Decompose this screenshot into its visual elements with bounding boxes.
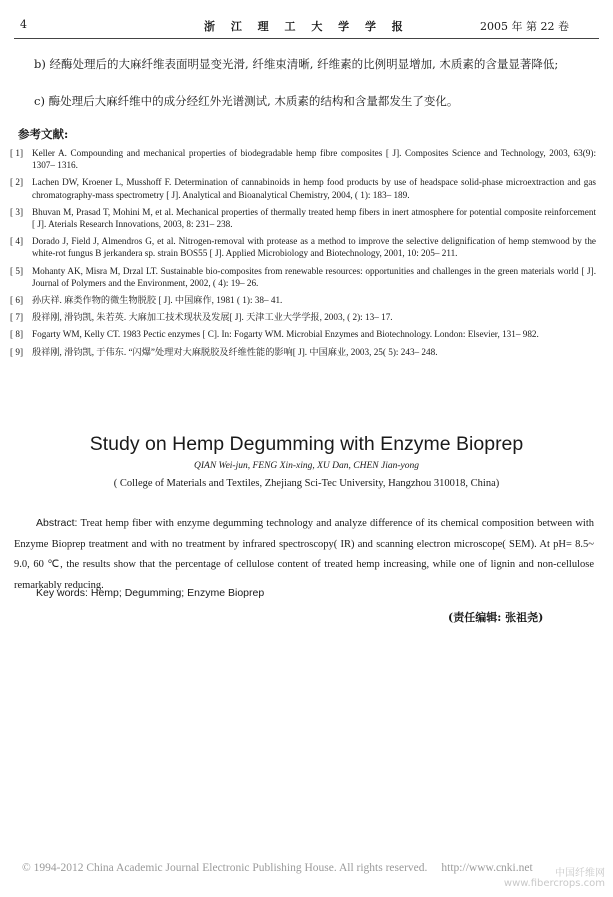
reference-item bbox=[10, 265, 596, 289]
reference-text: 殷祥刚, 滑钧凯, 于伟东. “闪爆”处理对大麻脱胶及纤维性能的影响[ J]. 中国麻业, 2003, 25( 5): 243– 248. bbox=[32, 346, 438, 357]
watermark-url: www.fibercrops.com bbox=[503, 878, 605, 889]
running-header bbox=[0, 0, 613, 44]
reference-item bbox=[10, 328, 596, 340]
reference-item bbox=[10, 206, 596, 230]
reference-text: Mohanty AK, Misra M, Drzal LT. Sustainable bio-composites from renewable resources: opportunities and challenges in the green materials world [ J]. Journal of Polymers and the Environment, 2002, ( 4): 19– 26. bbox=[32, 265, 596, 288]
reference-item bbox=[10, 147, 596, 171]
reference-text: Fogarty WM, Kelly CT. 1983 Pectic enzymes [ C]. In: Fogarty WM. Microbial Enzymes and Biotechnology. London: Elsevier, 131– 982. bbox=[32, 329, 539, 340]
reference-item bbox=[10, 235, 596, 259]
english-title: Study on Hemp Degumming with Enzyme Bioprep bbox=[89, 433, 524, 455]
reference-number: [ 6] bbox=[10, 295, 24, 306]
reference-number: [ 5] bbox=[10, 265, 24, 276]
journal-name: 浙 江 理 工 大 学 学 报 bbox=[204, 20, 409, 33]
reference-text: Keller A. Compounding and mechanical properties of biodegradable hemp fibre composites [ J]. Composites Science and Technology, 2003, 63(9): 1307– 1316. bbox=[32, 148, 596, 171]
year-volume: 2005 年 第 22 卷 bbox=[480, 20, 569, 33]
copyright-footer bbox=[22, 862, 533, 874]
reference-item bbox=[10, 346, 596, 358]
reference-text: Lachen DW, Kroener L, Musshoff F. Determination of cannabinoids in hemp food products by use of headspace solid-phase microextraction and gas chromatography-mass spectrometry [ J]. Analytical and Bioanalytical Chemistry, 2004, ( 1): 183– 189. bbox=[32, 177, 596, 200]
reference-number: [ 2] bbox=[10, 177, 24, 188]
references-heading: 参考文献: bbox=[18, 127, 69, 141]
conclusion-c: c) 酶处理后大麻纤维中的成分经红外光谱测试, 木质素的结构和含量都发生了变化。 bbox=[34, 94, 459, 108]
abstract-label: Abstract: bbox=[36, 517, 78, 529]
conclusion-b: b) 经酶处理后的大麻纤维表面明显变光滑, 纤维束清晰, 纤维素的比例明显增加, 木质素的含量显著降低; bbox=[34, 57, 559, 71]
page-number: 4 bbox=[20, 18, 27, 31]
english-keywords bbox=[36, 587, 264, 599]
reference-number: [ 3] bbox=[10, 206, 24, 217]
english-authors: QIAN Wei-jun, FENG Xin-xing, XU Dan, CHEN Jian-yong bbox=[194, 461, 419, 471]
keywords-label: Key words: bbox=[36, 587, 88, 599]
english-affiliation: ( College of Materials and Textiles, Zhejiang Sci-Tec University, Hangzhou 310018, China) bbox=[113, 478, 500, 489]
responsible-editor: (责任编辑: 张祖尧) bbox=[448, 611, 544, 624]
english-abstract bbox=[14, 513, 594, 596]
reference-number: [ 4] bbox=[10, 236, 24, 247]
cnki-link[interactable]: http://www.cnki.net bbox=[441, 862, 533, 874]
copyright-text: © 1994-2012 China Academic Journal Electronic Publishing House. All rights reserved. bbox=[22, 862, 428, 874]
keywords-text: Hemp; Degumming; Enzyme Bioprep bbox=[90, 587, 265, 599]
reference-list bbox=[10, 147, 596, 363]
reference-text: Dorado J, Field J, Almendros G, et al. Nitrogen-removal with protease as a method to improve the selective delignification of hemp stemwood by the white-rot fungus B jerkandera sp. strain BOS55 [ J]. Applied Microbiology and Biotechnology, 2001, 10: 205– 211. bbox=[32, 236, 596, 259]
reference-text: 孙庆祥. 麻类作物的微生物脱胶 [ J]. 中国麻作, 1981 ( 1): 38– 41. bbox=[32, 295, 283, 306]
watermark-cn: 中国纤维网 bbox=[555, 868, 605, 879]
reference-item bbox=[10, 176, 596, 200]
reference-number: [ 8] bbox=[10, 329, 24, 340]
abstract-text: Treat hemp fiber with enzyme degumming technology and analyze difference of its chemical composition between with Enzyme Bioprep treatment and with no treatment by infrared spectroscopy( IR) and scanning electron microscope( SEM). At pH= 8.5~ 9.0, 60 ℃, the results show that the percentage of cellulose content of treated hemp increasing, while one of lignin and non-cellulose remarkably reducing. bbox=[14, 518, 594, 591]
reference-number: [ 1] bbox=[10, 148, 24, 158]
reference-text: 殷祥刚, 滑钧凯, 朱若英. 大麻加工技术现状及发展[ J]. 天津工业大学学报, 2003, ( 2): 13– 17. bbox=[32, 312, 393, 323]
reference-text: Bhuvan M, Prasad T, Mohini M, et al. Mechanical properties of thermally treated hemp fibers in inert atmosphere for potential composite reinforcement [ J]. Aterials Research Innovations, 2003, 8: 231– 238. bbox=[32, 206, 596, 230]
reference-item bbox=[10, 311, 596, 323]
reference-item bbox=[10, 294, 596, 306]
header-rule bbox=[14, 38, 599, 39]
reference-number: [ 9] bbox=[10, 346, 24, 357]
reference-number: [ 7] bbox=[10, 312, 24, 323]
